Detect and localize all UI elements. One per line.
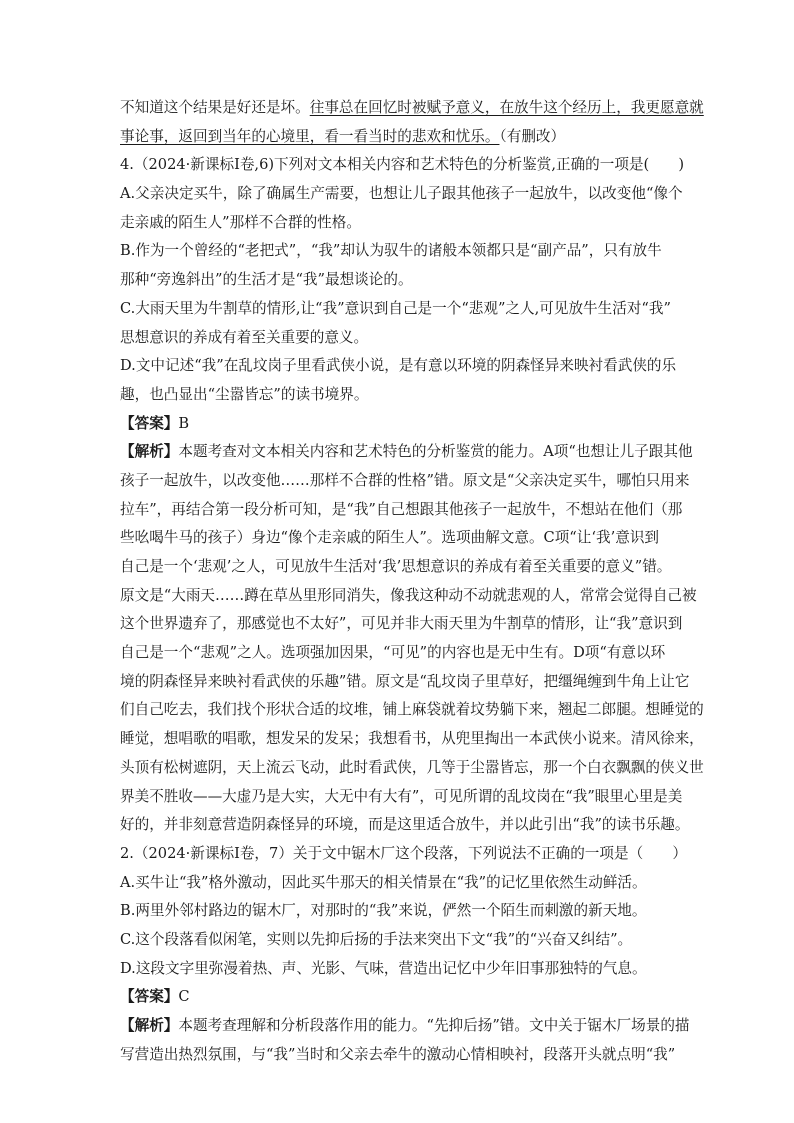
question-4-stem: 4.（2024·新课标Ⅰ卷,6)下列对文本相关内容和艺术特色的分析鉴赏,正确的一项是( ) — [120, 156, 685, 174]
q4-option-b-cont: 那种“旁逸斜出”的生活才是“我”最想谈论的。 — [120, 271, 413, 289]
answer-label: 【答案】 — [120, 988, 179, 1006]
q2-option-d: D.这段文字里弥漫着热、声、光影、气味，营造出记忆中少年旧事那独特的气息。 — [120, 959, 647, 977]
q2-option-b: B.两里外邻村路边的锯木厂，对那时的“我”来说，俨然一个陌生而刺激的新天地。 — [120, 902, 647, 920]
analysis-text: 本题考查对文本相关内容和艺术特色的分析鉴赏的能力。A项“也想让儿子跟其他 — [178, 443, 693, 461]
q4-option-c: C.大雨天里为牛割草的情形,让“我”意识到自己是一个“悲观”之人,可见放牛生活对“我” — [120, 299, 671, 317]
q2-analysis-line: 写营造出热烈氛围，与“我”当时和父亲去牵牛的激动心情相映衬，段落开头就点明“我” — [120, 1045, 676, 1063]
q2-analysis-line — [120, 1012, 688, 1041]
q4-analysis-line: 境的阴森怪异来映衬看武侠的乐趣”错。原文是“乱坟岗子里草好，把缰绳缠到牛角上让它 — [120, 672, 690, 690]
q4-analysis-line: 头顶有松树遮阴，天上流云飞动，此时看武侠，几等于尘嚣皆忘，那一个白衣飘飘的侠义世 — [120, 758, 704, 776]
q4-analysis-line: 些吆喝牛马的孩子）身边“像个走亲戚的陌生人”。选项曲解文意。C项“让‘我’意识到 — [120, 529, 660, 547]
document-page — [120, 94, 704, 1069]
q2-option-a: A.买牛让“我”格外激动，因此买牛那天的相关情景在“我”的记忆里依然生动鲜活。 — [120, 873, 647, 891]
intro-underlined-text: 事论事，返回到当年的心境里，看一看当时的悲欢和忧乐。 — [120, 127, 500, 145]
intro-line-2 — [120, 123, 688, 152]
q4-analysis-line: 睡觉，想唱歌的唱歌，想发呆的发呆；我想看书，从兜里掏出一本武侠小说来。清风徐来， — [120, 730, 704, 748]
q4-analysis-line: 好的，并非刻意营造阴森怪异的环境，而是这里适合放牛，并以此引出“我”的读书乐趣。 — [120, 816, 690, 834]
answer-label: 【答案】 — [120, 414, 179, 432]
q4-option-c-cont: 思想意识的养成有着至关重要的意义。 — [120, 328, 369, 346]
analysis-label: 【解析】 — [120, 443, 179, 461]
q4-analysis-line: 孩子一起放牛，以改变他……那样不合群的性格”错。原文是“父亲决定买牛，哪怕只用来 — [120, 471, 690, 489]
q4-option-d-cont: 趣，也凸显出“尘嚣皆忘”的读书境界。 — [120, 385, 369, 403]
q4-analysis-line: 们自己吃去，我们找个形状合适的坟堆，铺上麻袋就着坟势躺下来，翘起二郎腿。想睡觉的 — [120, 701, 704, 719]
q2-option-c: C.这个段落看似闲笔，实则以先抑后扬的手法来突出下文“我”的“兴奋又纠结”。 — [120, 930, 633, 948]
analysis-label: 【解析】 — [120, 1017, 179, 1034]
q4-analysis-line: 原文是“大雨天……蹲在草丛里形同消失，像我这种动不动就悲观的人，常常会觉得自己被 — [120, 586, 697, 604]
q4-analysis-line: 这个世界遗弃了，那感觉也不太好”，可见并非大雨天里为牛割草的情形，让“我”意识到 — [120, 615, 683, 633]
q4-answer — [120, 410, 688, 439]
q4-option-a: A.父亲决定买牛，除了确属生产需要，也想让儿子跟其他孩子一起放牛，以改变他“像个 — [120, 185, 683, 203]
q4-analysis-line — [120, 438, 693, 467]
analysis-text: 本题考查理解和分析段落作用的能力。“先抑后扬”错。文中关于锯木厂场景的描 — [178, 1017, 690, 1034]
intro-plain-text: 不知道这个结果是好还是坏。 — [120, 99, 310, 116]
q4-analysis-line: 自己是一个“悲观”之人。选项强加因果，“可见”的内容也是无中生有。D项“有意以环 — [120, 644, 666, 662]
q4-analysis-line: 界美不胜收——大虚乃是大实，大无中有大有”，可见所谓的乱坟岗在“我”眼里心里是美 — [120, 787, 683, 805]
intro-note: （有删改） — [499, 127, 566, 145]
question-2-stem: 2.（2024·新课标Ⅰ卷，7）关于文中锯木厂这个段落，下列说法不正确的一项是（ ） — [120, 844, 687, 862]
answer-value: B — [178, 414, 190, 432]
q4-option-d: D.文中记述“我”在乱坟岗子里看武侠小说，是有意以环境的阴森怪异来映衬看武侠的乐 — [120, 357, 677, 375]
q4-option-a-cont: 走亲戚的陌生人”那样不合群的性格。 — [120, 213, 361, 231]
q4-analysis-line: 自己是一个‘悲观’之人，可见放牛生活对‘我’思想意识的养成有着至关重要的意义”错。 — [120, 558, 672, 575]
q4-option-b: B.作为一个曾经的“老把式”，“我”却认为驭牛的诸般本领都只是“副产品”，只有放牛 — [120, 242, 662, 260]
q2-answer — [120, 983, 688, 1012]
intro-line-1 — [120, 94, 704, 123]
intro-underlined-text: 往事总在回忆时被赋予意义，在放牛这个经历上，我更愿意就 — [309, 99, 704, 116]
answer-value: C — [178, 988, 190, 1006]
q4-analysis-line: 拉车”，再结合第一段分析可知，是“我”自己想跟其他孩子一起放牛，不想站在他们（那 — [120, 500, 683, 518]
